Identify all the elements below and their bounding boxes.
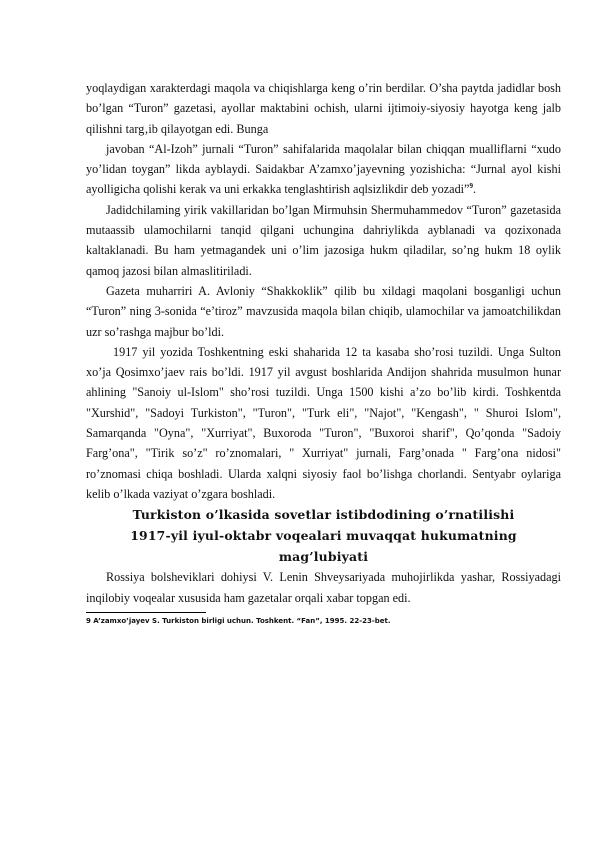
- footnote-text: 9 A’zamxo’jayev S. Turkiston birligi uchun. Toshkent. “Fan”, 1995. 22-23-bet.: [86, 616, 391, 625]
- paragraph-2-end: .: [472, 182, 477, 197]
- section-heading-line-1: Turkiston o’lkasida sovetlar istibdodining o’rnatilishi: [132, 507, 515, 523]
- paragraph-2: [86, 139, 561, 200]
- paragraph-6: Rossiya bolsheviklari dohiysi V. Lenin Shveysariyada muhojirlikda yashar, Rossiyadagi inqilobiy voqealar xususida ham gazetalar orqali xabar topgan edi.: [86, 570, 561, 605]
- footnote-marker[interactable]: 9: [469, 182, 473, 191]
- section-heading-line-2: 1917-yil iyul-oktabr voqealari muvaqqat hukumatning: [130, 528, 517, 544]
- page-content: [86, 78, 561, 626]
- paragraph-3: Jadidchilaming yirik vakillaridan bo’lgan Mirmuhsin Shermuhammedov “Turon” gazetasida mutaassib ulamochilarni tanqid qilgani uchungina dahriylikda ayblanadi va qozixonada kaltaklanadi. Bu ham yetmagandek uni o’lim jazosiga hukm qiladilar, so’ng hukm 18 oylik qamoq jazosi bilan almaslitiriladi.: [86, 202, 561, 278]
- paragraph-1: yoqlaydigan xarakterdagi maqola va chiqishlarga keng o’rin berdilar. O’sha paytda jadidlar bosh bo’lgan “Turon” gazetasi, ayollar maktabini ochish, ularni ijtimoiy-siyosiy hayotga keng jalb qilishni targ‚ib qilayotgan edi. Bunga: [86, 81, 561, 136]
- paragraph-4: Gazeta muharriri A. Avloniy “Shakkoklik” qilib bu xildagi maqolani bosganligi uchun “Turon” ning 3-sonida “e’tiroz” mavzusida maqola bilan chiqib, ulamochilar va jamoatchilikdan uzr so’rashga majbur bo’ldi.: [86, 283, 561, 339]
- paragraph-2-text: javoban “Al-Izoh” jurnali “Turon” sahifalarida maqolalar bilan chiqqan mualliflarni “xudo yo’lidan toygan” likda ayblaydi. Saidakbar A’zamxo’jayevning yozishicha: “Jurnal ayol kishi ayolligicha qolishi kerak va uni erkakka tenglashtirish aqlsizlikdir deb yozadi”: [86, 141, 561, 197]
- paragraph-5: 1917 yil yozida Toshkentning eski shaharida 12 ta kasaba sho’rosi tuzildi. Unga Sulton xo’ja Qosimxo’jaev rais bo’ldi. 1917 yil avgust boshlarida Andijon shahrida musulmon hunar ahlining "Sanoiy ul-Islom" sho’rosi tuzildi. Unga 1500 kishi a’zo bo’lib kirdi. Toshkentda "Xurshid", "Sadoyi Turkiston", "Turon", "Turk eli", "Najot", "Kengash", " Shuroi Islom", Samarqanda "Oyna", "Xurriyat", Buxoroda "Turon", "Buxoroi sharif", Qo’qonda "Sadoiy Farg’ona", "Tirik so’z" ro’znomalari, " Xurriyat" jurnali, Farg’onada " Farg’ona nidosi" ro’znomasi chiqa boshladi. Ularda xalqni siyosiy faol bo’lishga chorlandi. Sentyabr oylariga kelib o’lkada vaziyat o’zgara boshladi.: [86, 344, 561, 501]
- section-heading-line-3: mag’lubiyati: [278, 549, 369, 565]
- footnote-divider: [86, 612, 206, 613]
